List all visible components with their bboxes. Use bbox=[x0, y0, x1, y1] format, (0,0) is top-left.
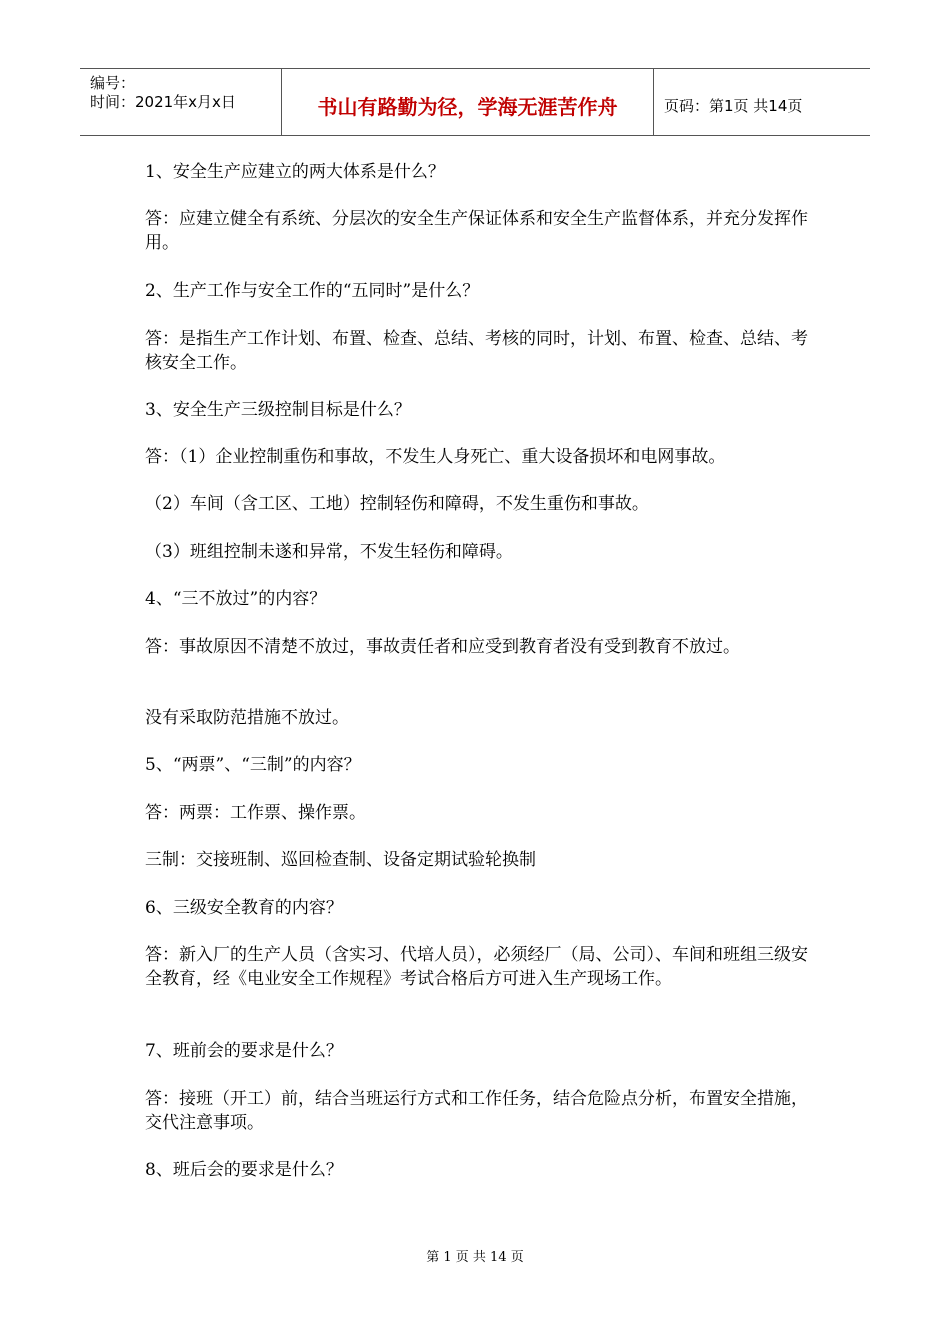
page-header bbox=[80, 68, 870, 136]
answer-4-continued: 没有采取防范措施不放过。 bbox=[145, 708, 349, 728]
answer-6: 答：新入厂的生产人员（含实习、代培人员），必须经厂（局、公司）、车间和班组三级安全教育，经《电业安全工作规程》考试合格后方可进入生产现场工作。 bbox=[145, 945, 808, 989]
answer-2: 答：是指生产工作计划、布置、检查、总结、考核的同时，计划、布置、检查、总结、考核安全工作。 bbox=[145, 329, 808, 373]
answer-5-tickets: 答：两票：工作票、操作票。 bbox=[145, 803, 366, 823]
question-8: 8、班后会的要求是什么？ bbox=[145, 1160, 343, 1180]
question-1: 1、安全生产应建立的两大体系是什么？ bbox=[145, 162, 445, 182]
question-5: 5、“两票”、“三制”的内容？ bbox=[145, 755, 361, 775]
question-4: 4、“三不放过”的内容？ bbox=[145, 589, 327, 609]
answer-4: 答：事故原因不清楚不放过，事故责任者和应受到教育者没有受到教育不放过。 bbox=[145, 637, 740, 657]
document-time-label: 时间：2021年x月x日 bbox=[90, 93, 236, 111]
header-info-cell bbox=[80, 69, 282, 135]
answer-1: 答：应建立健全有系统、分层次的安全生产保证体系和安全生产监督体系，并充分发挥作用。 bbox=[145, 209, 808, 253]
answer-3-item-2: （2）车间（含工区、工地）控制轻伤和障碍，不发生重伤和事故。 bbox=[145, 494, 649, 514]
page-footer: 第 1 页 共 14 页 bbox=[426, 1250, 524, 1265]
header-motto-cell bbox=[282, 69, 654, 135]
header-page-number: 页码：第1页 共14页 bbox=[664, 97, 803, 115]
document-number-label: 编号： bbox=[90, 74, 136, 92]
question-7: 7、班前会的要求是什么？ bbox=[145, 1041, 343, 1061]
question-3: 3、安全生产三级控制目标是什么？ bbox=[145, 400, 411, 420]
answer-3-item-3: （3）班组控制未遂和异常，不发生轻伤和障碍。 bbox=[145, 542, 513, 562]
question-6: 6、三级安全教育的内容？ bbox=[145, 898, 343, 918]
answer-3-item-1: 答：（1）企业控制重伤和事故，不发生人身死亡、重大设备损坏和电网事故。 bbox=[145, 447, 726, 467]
answer-5-systems: 三制：交接班制、巡回检查制、设备定期试验轮换制 bbox=[145, 850, 536, 870]
header-motto: 书山有路勤为径，学海无涯苦作舟 bbox=[317, 95, 618, 119]
question-2: 2、生产工作与安全工作的“五同时”是什么？ bbox=[145, 281, 480, 301]
answer-7: 答：接班（开工）前，结合当班运行方式和工作任务，结合危险点分析，布置安全措施，交代注意事项。 bbox=[145, 1089, 808, 1133]
header-page-cell bbox=[654, 69, 870, 135]
